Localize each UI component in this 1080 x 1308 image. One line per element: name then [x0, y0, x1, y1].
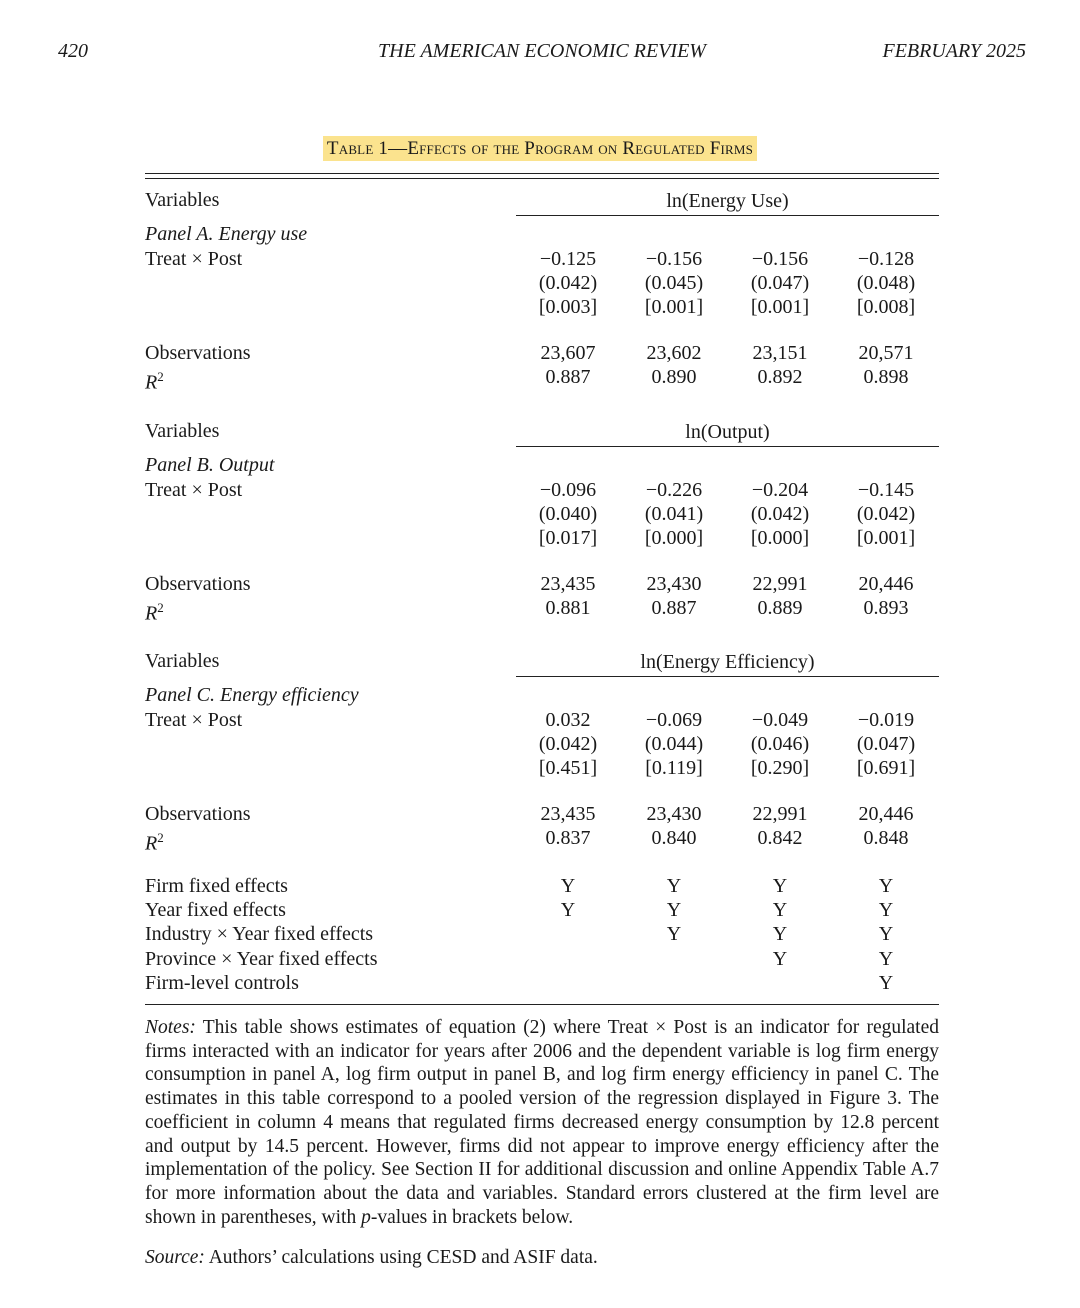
coefficient: −0.019 [857, 709, 915, 731]
coefficient: −0.128 [857, 248, 915, 270]
source-text: Authors’ calculations using CESD and ASIF data. [204, 1247, 598, 1268]
control-mark: Y [878, 923, 894, 946]
p-value: [0.001] [750, 296, 810, 318]
control-label: Firm-level controls [145, 971, 299, 994]
p-value: [0.119] [645, 757, 703, 779]
standard-error: (0.041) [644, 503, 704, 525]
control-mark: Y [772, 947, 788, 970]
observations-value: 22,991 [752, 573, 808, 595]
r-squared-value: 0.837 [545, 827, 591, 849]
control-mark: Y [666, 875, 682, 897]
observations-label: Observations [145, 803, 251, 825]
p-value: [0.290] [750, 757, 810, 779]
control-mark: Y [666, 899, 682, 922]
control-mark: Y [560, 875, 576, 897]
issue-date: FEBRUARY 2025 [882, 40, 1026, 62]
standard-error: (0.042) [856, 503, 916, 525]
observations-value: 20,571 [858, 342, 914, 364]
coefficient: −0.096 [539, 479, 597, 501]
standard-error: (0.046) [750, 733, 810, 755]
r-squared-exponent: 2 [157, 369, 164, 384]
control-mark: Y [878, 899, 894, 922]
variables-label: Variables [145, 650, 220, 672]
variables-label: Variables [145, 420, 220, 442]
observations-value: 23,435 [540, 803, 596, 825]
standard-error: (0.042) [538, 733, 598, 755]
standard-error: (0.048) [856, 272, 916, 294]
control-mark: Y [772, 875, 788, 897]
standard-error: (0.040) [538, 503, 598, 525]
control-mark: Y [772, 923, 788, 946]
treat-post-label: Treat × Post [145, 479, 243, 501]
r-squared-value: 0.889 [757, 597, 803, 619]
notes-p-italic: p [361, 1206, 371, 1228]
coefficient: −0.204 [751, 479, 809, 501]
coefficient: −0.049 [751, 709, 809, 731]
top-rule [145, 173, 939, 174]
top-rule-double [145, 178, 939, 179]
r-squared-label [145, 596, 164, 626]
coefficient: −0.156 [751, 248, 809, 270]
dependent-underline [516, 446, 939, 447]
p-value: [0.001] [856, 527, 916, 549]
r-squared-letter: R [145, 371, 158, 394]
coefficient: −0.069 [645, 709, 703, 731]
r-squared-value: 0.898 [863, 366, 909, 388]
observations-value: 23,430 [646, 573, 702, 595]
r-squared-value: 0.842 [757, 827, 803, 849]
panel-title: Panel A. Energy use [145, 223, 308, 245]
r-squared-value: 0.848 [863, 827, 909, 849]
source-label: Source: [145, 1247, 205, 1268]
coefficient: 0.032 [545, 709, 591, 731]
dependent-variable: ln(Energy Efficiency) [640, 651, 815, 673]
journal-title: THE AMERICAN ECONOMIC REVIEW [378, 40, 706, 62]
notes-text-2: -values in brackets below. [370, 1206, 574, 1228]
r-squared-value: 0.893 [863, 597, 909, 619]
dependent-variable: ln(Energy Use) [666, 190, 789, 212]
r-squared-letter: R [145, 602, 158, 625]
p-value: [0.451] [538, 757, 598, 779]
observations-value: 23,602 [646, 342, 702, 364]
observations-value: 23,430 [646, 803, 702, 825]
treat-post-label: Treat × Post [145, 248, 243, 270]
r-squared-label [145, 826, 164, 856]
page-number: 420 [58, 40, 88, 62]
coefficient: −0.226 [645, 479, 703, 501]
p-value: [0.000] [644, 527, 704, 549]
notes-label: Notes: [145, 1017, 196, 1038]
panel-title: Panel C. Energy efficiency [145, 684, 359, 706]
r-squared-exponent: 2 [157, 830, 164, 845]
p-value: [0.000] [750, 527, 810, 549]
running-head [58, 40, 1026, 70]
observations-value: 23,607 [540, 342, 596, 364]
p-value: [0.691] [856, 757, 916, 779]
r-squared-label [145, 365, 164, 395]
control-mark: Y [666, 923, 682, 946]
r-squared-value: 0.840 [651, 827, 697, 849]
control-mark: Y [878, 971, 894, 994]
observations-value: 20,446 [858, 573, 914, 595]
standard-error: (0.042) [750, 503, 810, 525]
panel-title: Panel B. Output [145, 454, 275, 476]
r-squared-exponent: 2 [157, 600, 164, 615]
observations-value: 20,446 [858, 803, 914, 825]
p-value: [0.008] [856, 296, 916, 318]
table-source [145, 1246, 598, 1270]
p-value: [0.017] [538, 527, 598, 549]
variables-label: Variables [145, 189, 220, 211]
control-mark: Y [878, 875, 894, 897]
table-notes [145, 1016, 939, 1229]
dependent-underline [516, 676, 939, 677]
standard-error: (0.042) [538, 272, 598, 294]
coefficient: −0.156 [645, 248, 703, 270]
control-mark: Y [878, 947, 894, 970]
table-title-text: Table 1—Effects of the Program on Regulated Firms [323, 136, 757, 161]
r-squared-value: 0.887 [651, 597, 697, 619]
coefficient: −0.145 [857, 479, 915, 501]
observations-value: 23,435 [540, 573, 596, 595]
control-mark: Y [560, 899, 576, 922]
standard-error: (0.047) [750, 272, 810, 294]
control-label: Firm fixed effects [145, 875, 288, 897]
coefficient: −0.125 [539, 248, 597, 270]
r-squared-value: 0.892 [757, 366, 803, 388]
bottom-rule [145, 1004, 939, 1005]
notes-text-1: This table shows estimates of equation (2) where Treat × Post is an indicator for regulated firms interacted with an indicator for years after 2006 and the dependent variable is log firm energy consumption in panel A, log firm output in panel B, and log firm energy efficiency in panel C. The estimates in this table correspond to a pooled version of the regression displayed in Figure 3. The coefficient in column 4 means that regulated firms decreased energy consumption by 12.8 percent and output by 14.5 percent. However, firms did not appear to improve energy efficiency after the implementation of the policy. See Section II for additional discussion and online Appendix Table A.7 for more information about the data and variables. Standard errors clustered at the firm level are shown in parentheses, with [145, 1017, 939, 1228]
standard-error: (0.044) [644, 733, 704, 755]
standard-error: (0.047) [856, 733, 916, 755]
dependent-variable: ln(Output) [685, 421, 770, 443]
dependent-underline [516, 215, 939, 216]
control-mark: Y [772, 899, 788, 922]
control-label: Year fixed effects [145, 899, 286, 922]
table-title [0, 138, 1080, 160]
observations-value: 23,151 [752, 342, 808, 364]
observations-label: Observations [145, 342, 251, 364]
standard-error: (0.045) [644, 272, 704, 294]
r-squared-letter: R [145, 832, 158, 855]
control-label: Province × Year fixed effects [145, 947, 378, 970]
treat-post-label: Treat × Post [145, 709, 243, 731]
r-squared-value: 0.890 [651, 366, 697, 388]
p-value: [0.001] [644, 296, 704, 318]
r-squared-value: 0.887 [545, 366, 591, 388]
p-value: [0.003] [538, 296, 598, 318]
control-label: Industry × Year fixed effects [145, 923, 374, 946]
observations-value: 22,991 [752, 803, 808, 825]
r-squared-value: 0.881 [545, 597, 591, 619]
observations-label: Observations [145, 573, 251, 595]
